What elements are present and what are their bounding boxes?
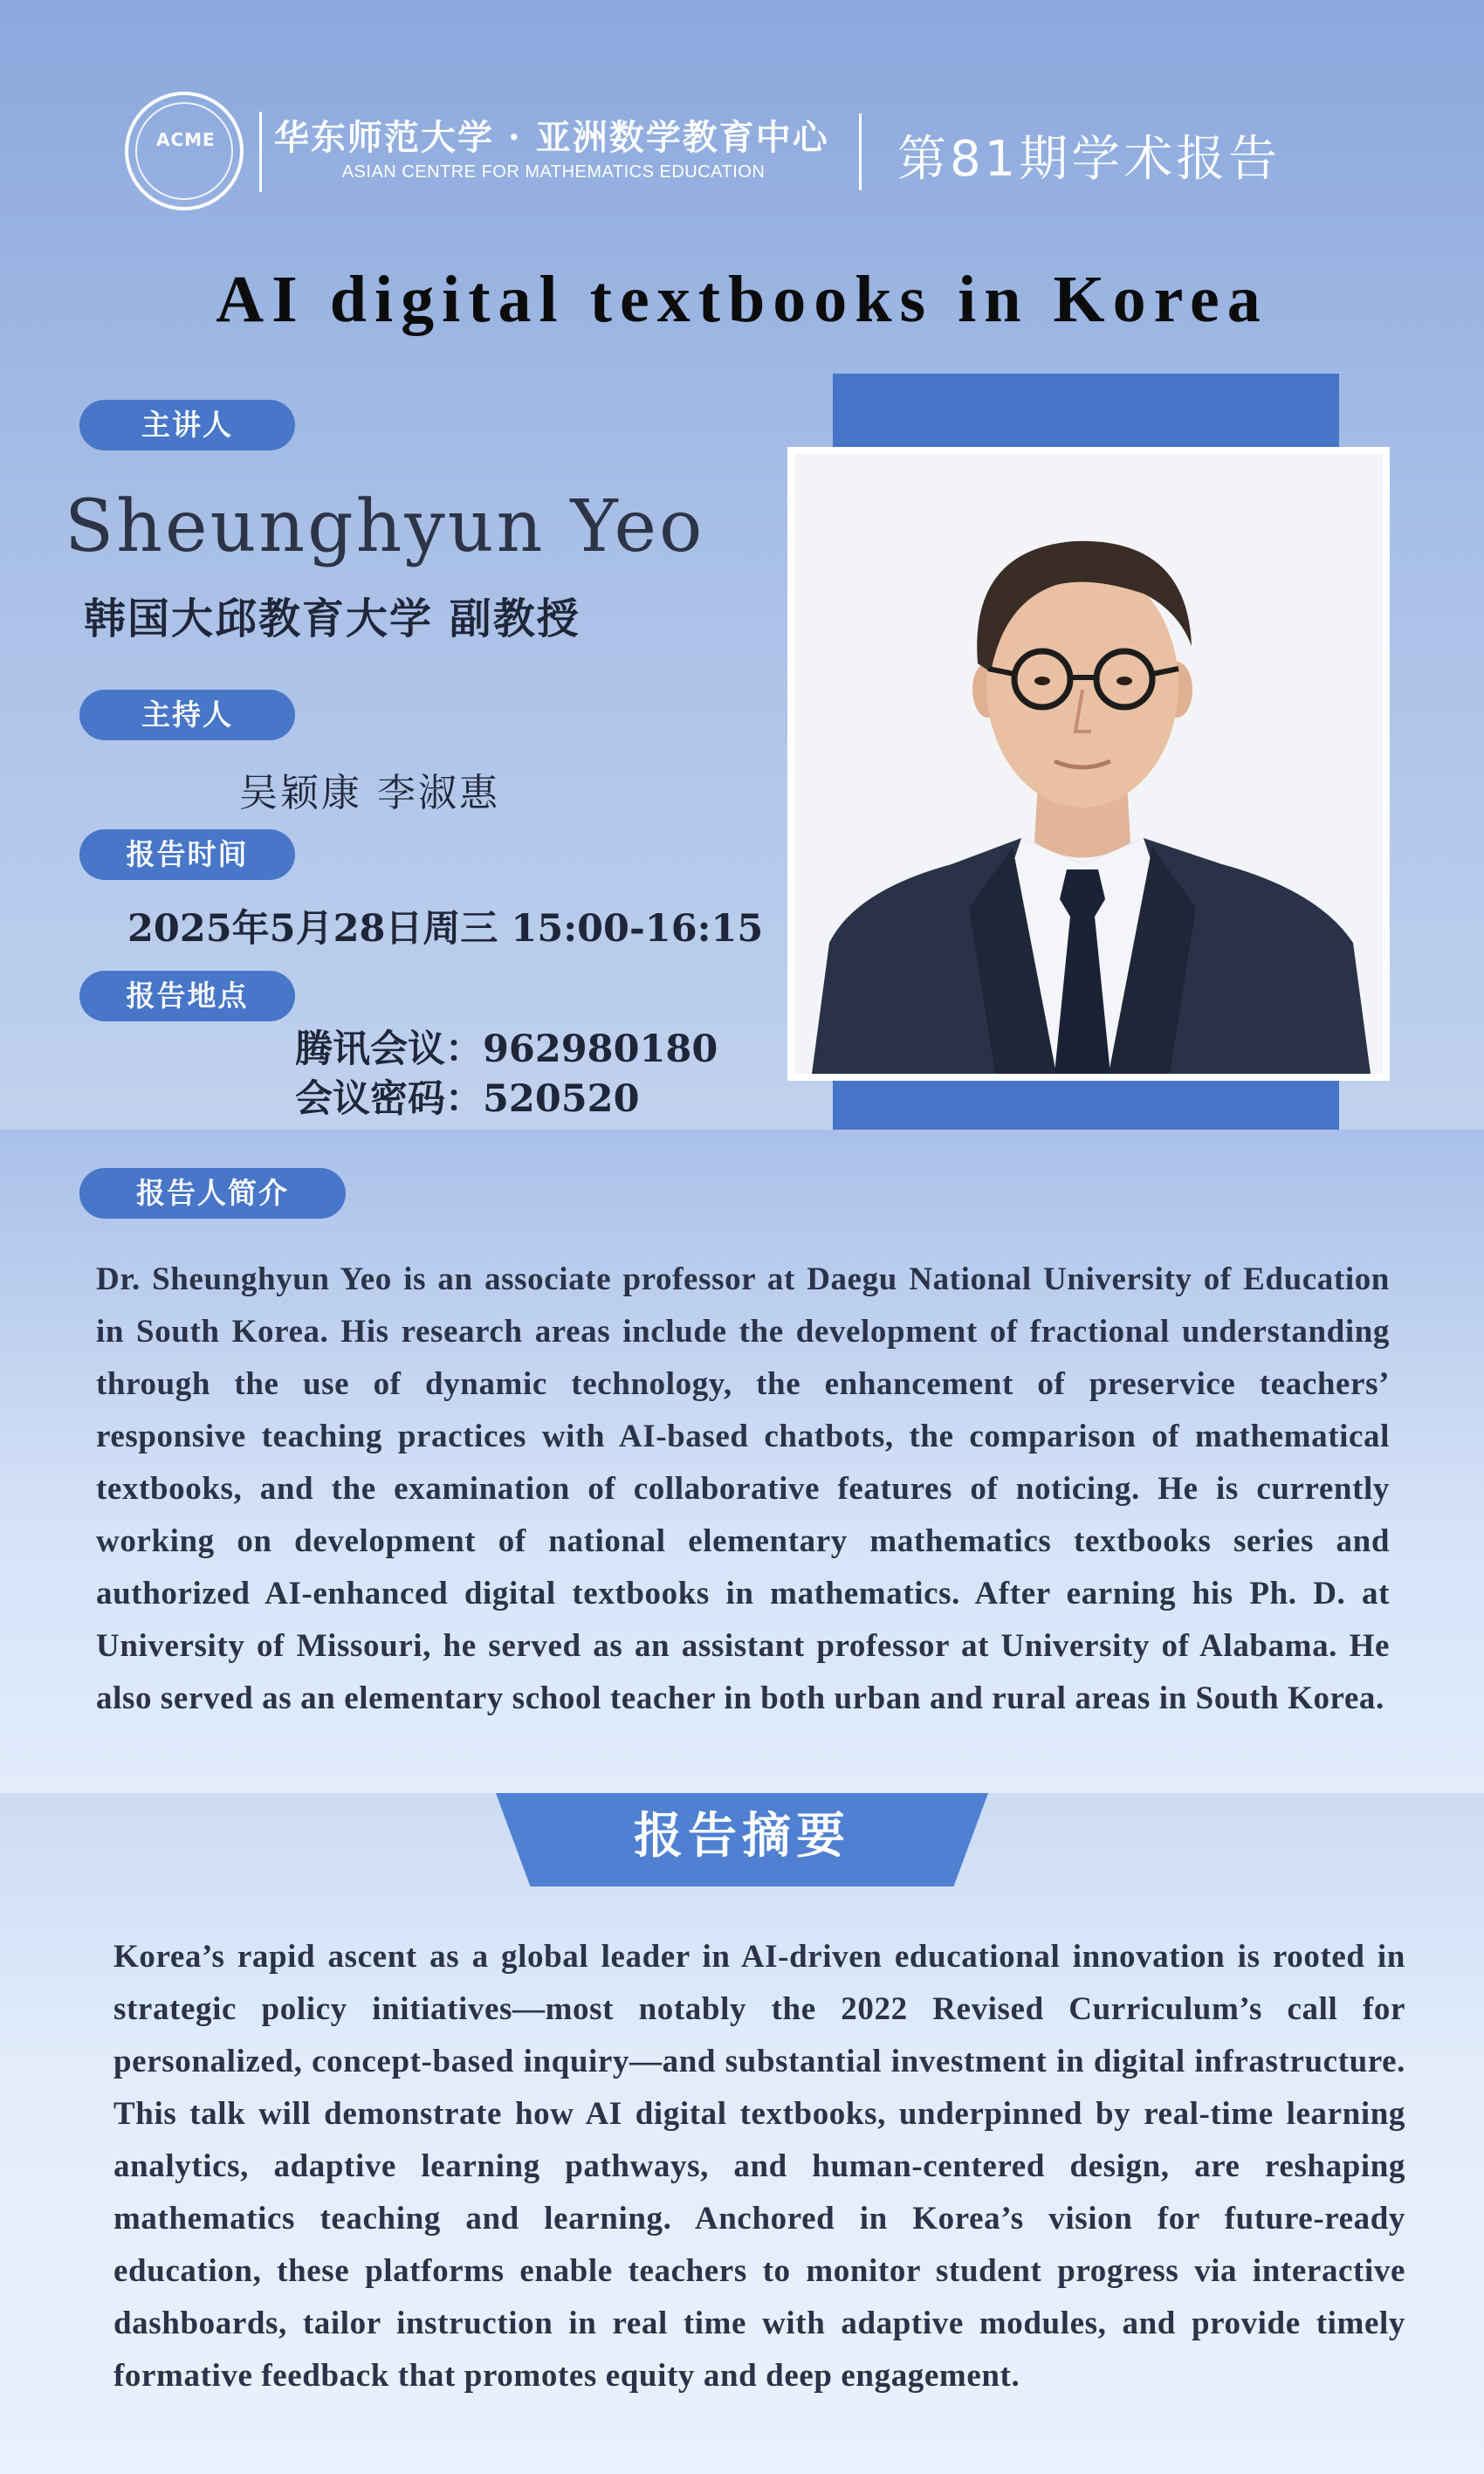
host-label: 主持人 — [79, 690, 295, 740]
speaker-affiliation: 韩国大邱教育大学 副教授 — [84, 594, 581, 643]
meeting-id: 腾讯会议：962980180 — [295, 1027, 718, 1071]
venue-label: 报告地点 — [79, 971, 295, 1021]
photo-accent-bar-top — [833, 374, 1339, 449]
acme-logo — [125, 92, 244, 210]
logo-mark: ACME — [156, 129, 216, 150]
issue-label: 第81期学术报告 — [897, 131, 1281, 188]
abstract-label: 报告摘要 — [634, 1808, 850, 1865]
speaker-label: 主讲人 — [79, 400, 295, 450]
org-name-en: ASIAN CENTRE FOR MATHEMATICS EDUCATION — [341, 162, 766, 182]
org-name-cn: 华东师范大学 · 亚洲数学教育中心 — [274, 117, 829, 158]
speaker-photo — [794, 454, 1383, 1074]
speaker-photo-frame — [787, 447, 1390, 1081]
photo-accent-bar-bottom — [833, 1076, 1339, 1130]
bio-label: 报告人简介 — [79, 1168, 346, 1219]
page-title: AI digital textbooks in Korea — [216, 263, 1268, 336]
time-label: 报告时间 — [79, 829, 295, 880]
bio-text: Dr. Sheunghyun Yeo is an associate professor at Daegu National University of Education in South Korea. His research areas include the development of fractional understanding through the use of dynamic technology, the enhancement of preservice teachers’ responsive teaching practices with AI-based chatbots, the comparison of mathematical textbooks, and the examination of collaborative features of noticing. He is currently working on development of national elementary mathematics textbooks series and authorized AI-enhanced digital textbooks in mathematics. After earning his Ph. D. at University of Missouri, he served as an assistant professor at University of Alabama. He also served as an elementary school teacher in both urban and rural areas in South Korea. — [96, 1261, 1390, 1716]
header-divider — [859, 113, 862, 190]
time-value: 2025年5月28日周三 15:00-16:15 — [127, 907, 764, 951]
meeting-password: 会议密码：520520 — [295, 1077, 640, 1121]
speaker-name: Sheunghyun Yeo — [65, 485, 705, 568]
speaker-portrait — [794, 454, 1383, 1074]
abstract-text: Korea’s rapid ascent as a global leader in AI-driven educational innovation is rooted in strategic policy initiatives—most notably the 2022 Revised Curriculum’s call for personalized, concept-based inquiry—and substantial investment in digital infrastructure. This talk will demonstrate how AI digital textbooks, underpinned by real-time learning analytics, adaptive learning pathways, and human-centered design, are reshaping mathematics teaching and learning. Anchored in Korea’s vision for future-ready education, these platforms enable teachers to monitor student progress via interactive dashboards, tailor instruction in real time with adaptive modules, and provide timely formative feedback that promotes equity and deep engagement. — [113, 1939, 1405, 2394]
header-divider — [259, 112, 262, 192]
host-names: 吴颖康 李淑惠 — [239, 771, 500, 815]
